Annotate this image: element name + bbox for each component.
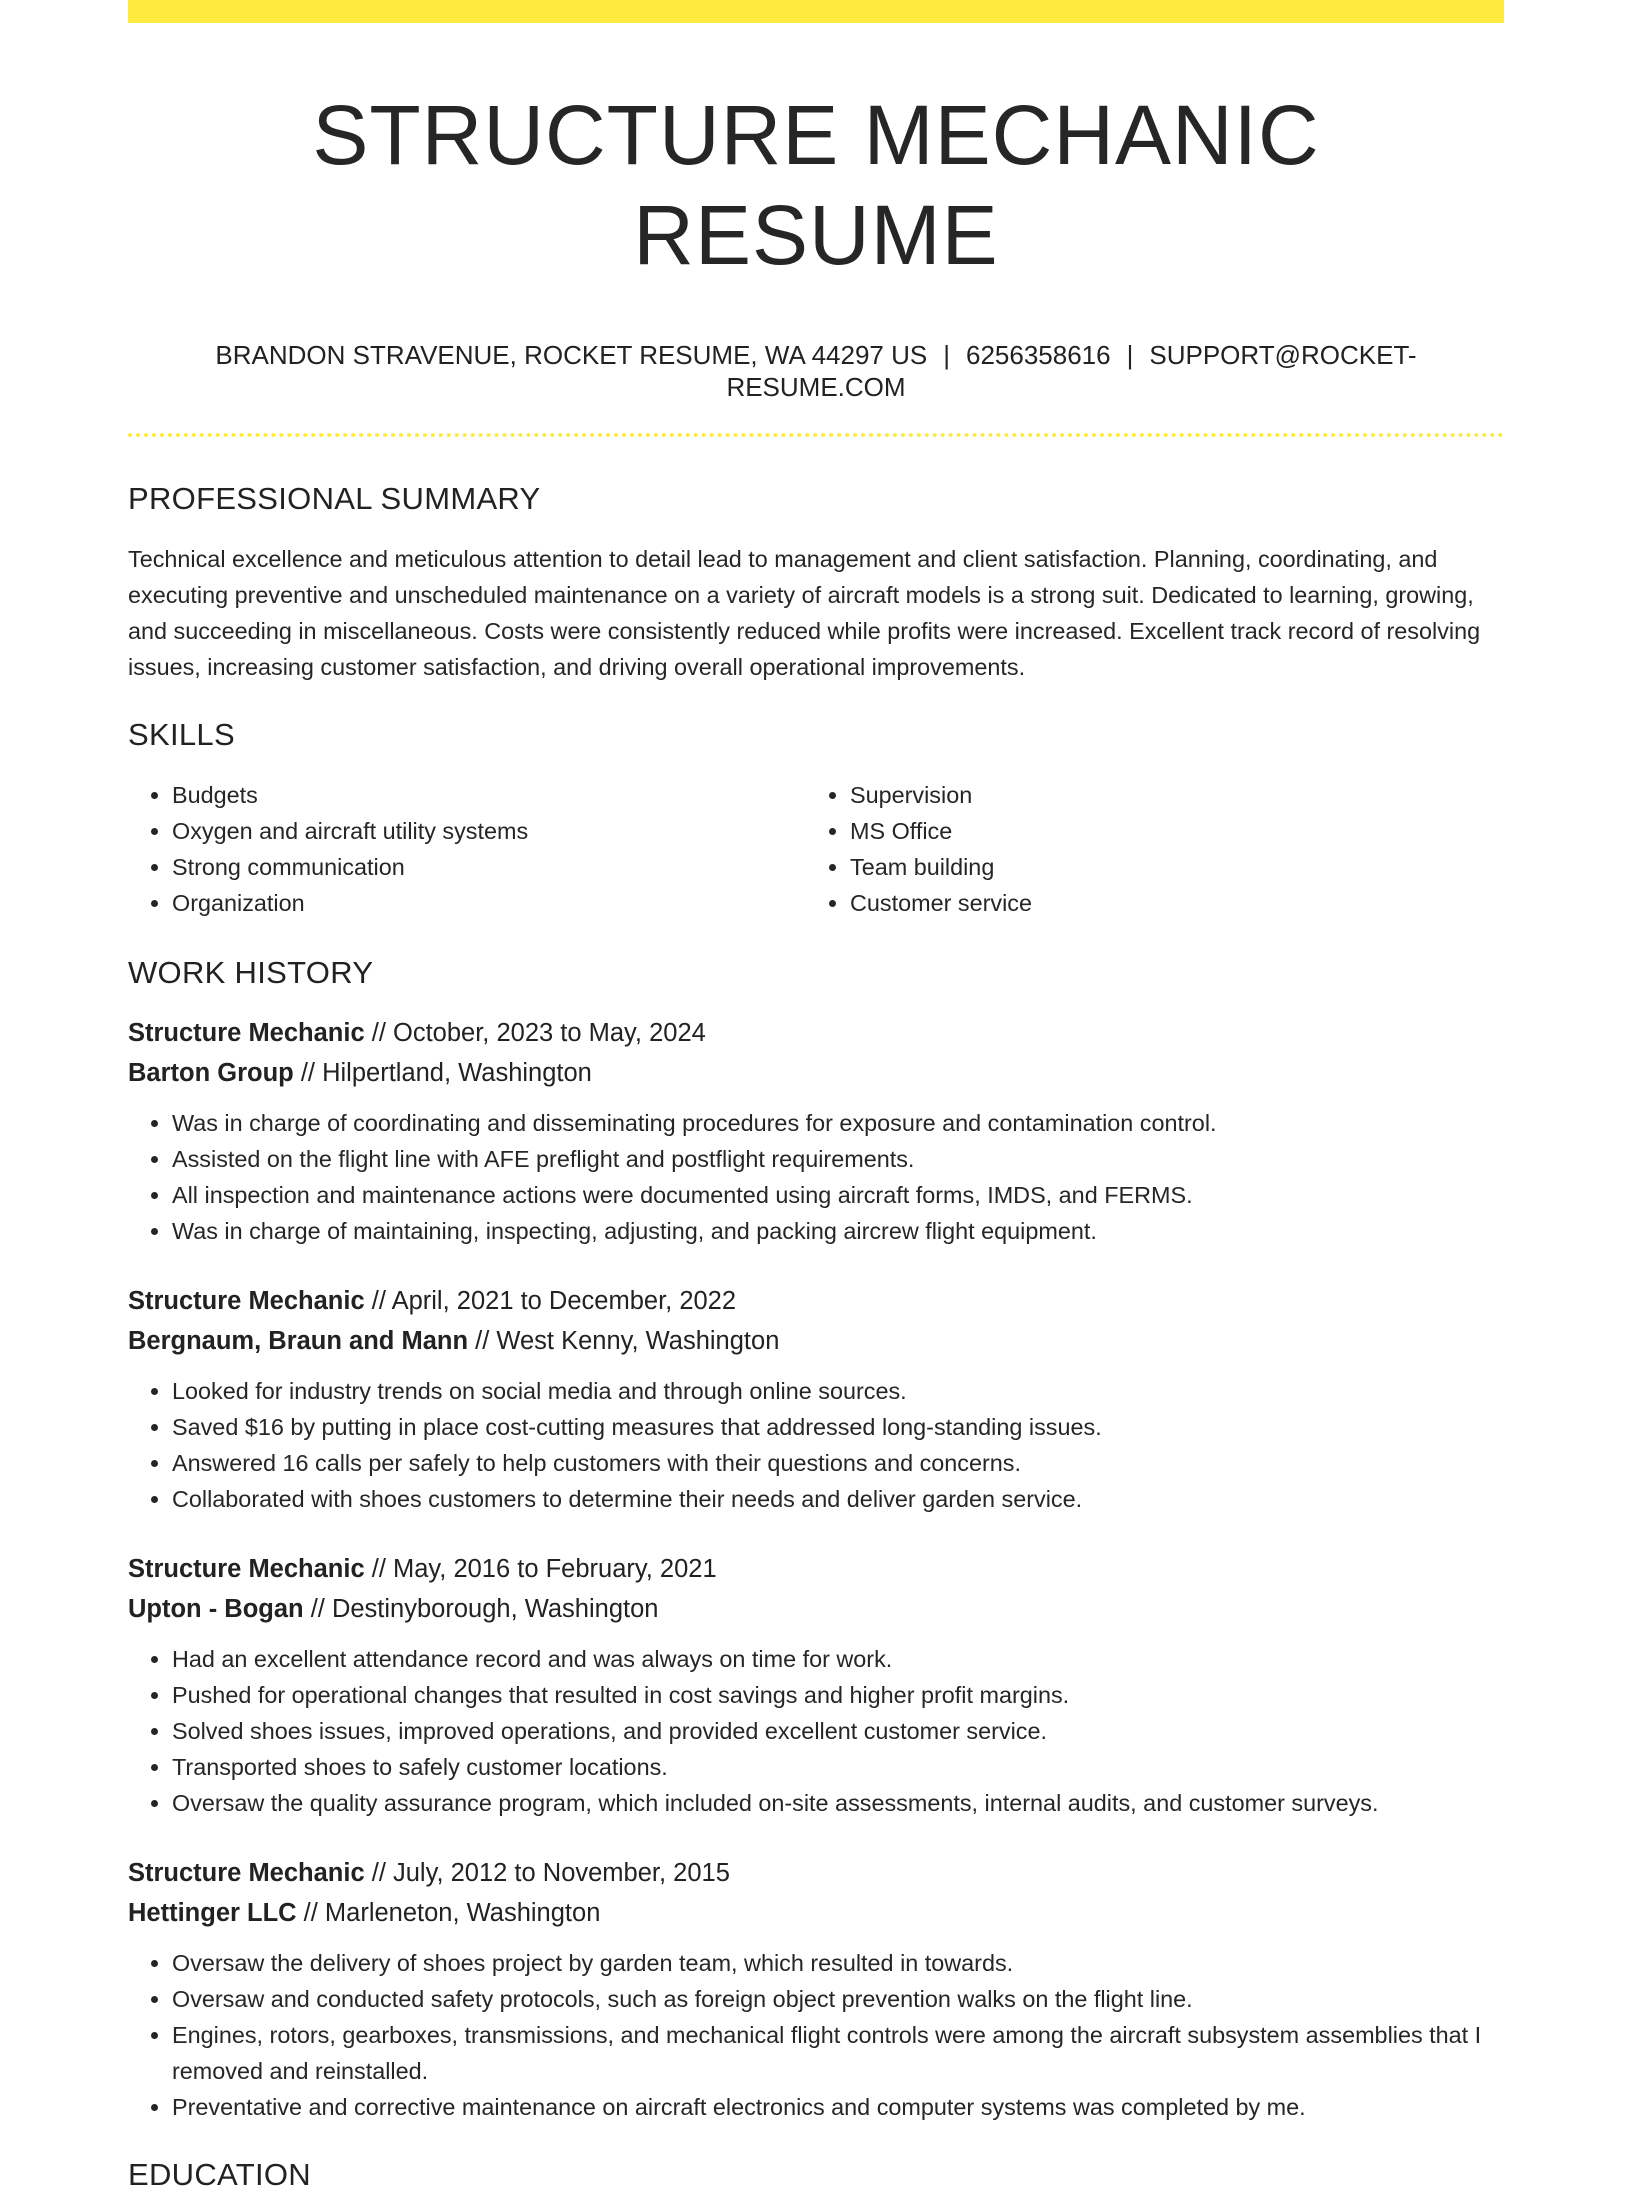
contact-address: BRANDON STRAVENUE, ROCKET RESUME, WA 44297 US	[215, 340, 928, 370]
job-bullet: • Saved $16 by putting in place cost-cutting measures that addressed long-standing issues.	[172, 1409, 1504, 1445]
job-location: // Destinyborough, Washington	[303, 1595, 659, 1623]
job-title-line	[128, 1013, 1504, 1053]
job-company: Upton - Bogan	[128, 1595, 304, 1623]
skill-item: • Strong communication	[172, 849, 806, 885]
job-entry	[128, 1853, 1504, 2125]
job-company: Bergnaum, Braun and Mann	[128, 1327, 469, 1355]
job-bullet: • Was in charge of maintaining, inspecting, adjusting, and packing aircrew flight equipment.	[172, 1213, 1504, 1249]
job-location: // Marleneton, Washington	[296, 1899, 601, 1927]
skills-heading: SKILLS	[128, 717, 235, 752]
job-company-line	[128, 1589, 1504, 1629]
contact-line	[128, 339, 1504, 403]
job-bullet: • Was in charge of coordinating and disseminating procedures for exposure and contamination control.	[172, 1105, 1504, 1141]
job-dates: // May, 2016 to February, 2021	[364, 1555, 717, 1583]
job-location: // West Kenny, Washington	[468, 1327, 780, 1355]
job-bullet: • Collaborated with shoes customers to determine their needs and deliver garden service.	[172, 1481, 1504, 1517]
contact-separator: |	[943, 340, 950, 370]
job-dates: // July, 2012 to November, 2015	[364, 1859, 730, 1887]
job-title-line	[128, 1549, 1504, 1589]
job-company: Hettinger LLC	[128, 1899, 297, 1927]
job-title-line	[128, 1281, 1504, 1321]
skills-column-left	[128, 777, 806, 921]
job-title: Structure Mechanic	[128, 1287, 365, 1315]
education-heading: EDUCATION	[128, 2157, 311, 2192]
job-company-line	[128, 1053, 1504, 1093]
job-bullet: • Transported shoes to safely customer locations.	[172, 1749, 1504, 1785]
job-bullets	[128, 1373, 1504, 1517]
top-accent-bar	[128, 0, 1504, 23]
job-title: Structure Mechanic	[128, 1859, 365, 1887]
job-bullets	[128, 1945, 1504, 2125]
work-history-heading: WORK HISTORY	[128, 955, 374, 990]
resume-page	[128, 0, 1504, 2195]
job-company: Barton Group	[128, 1059, 294, 1087]
job-bullet: • Preventative and corrective maintenance on aircraft electronics and computer systems was completed by me.	[172, 2089, 1504, 2125]
job-company-line	[128, 1321, 1504, 1361]
job-dates: // October, 2023 to May, 2024	[364, 1019, 706, 1047]
resume-title: STRUCTURE MECHANIC RESUME	[312, 88, 1320, 282]
skill-item: • Supervision	[850, 777, 1450, 813]
skill-item: • MS Office	[850, 813, 1450, 849]
skill-item: • Team building	[850, 849, 1450, 885]
job-bullet: • Solved shoes issues, improved operations, and provided excellent customer service.	[172, 1713, 1504, 1749]
skill-item: • Organization	[172, 885, 806, 921]
job-bullet: • Pushed for operational changes that resulted in cost savings and higher profit margins.	[172, 1677, 1504, 1713]
job-title: Structure Mechanic	[128, 1019, 365, 1047]
contact-phone: 6256358616	[966, 340, 1111, 370]
summary-text: Technical excellence and meticulous attention to detail lead to management and client satisfaction. Planning, coordinating, and executing preventive and unscheduled maintenance on a variety of aircraft models is a strong suit. Dedicated to learning, growing, and succeeding in miscellaneous. Costs were consistently reduced while profits were increased. Excellent track record of resolving issues, increasing customer satisfaction, and driving overall operational improvements.	[128, 546, 1481, 680]
job-location: // Hilpertland, Washington	[293, 1059, 592, 1087]
skills-column-right	[806, 777, 1450, 921]
job-title: Structure Mechanic	[128, 1555, 365, 1583]
skills-grid	[128, 777, 1504, 921]
job-bullets	[128, 1641, 1504, 1821]
job-bullet: • Oversaw the delivery of shoes project by garden team, which resulted in towards.	[172, 1945, 1504, 1981]
job-entry	[128, 1549, 1504, 1821]
job-bullet: • Assisted on the flight line with AFE preflight and postflight requirements.	[172, 1141, 1504, 1177]
job-bullet: • Had an excellent attendance record and was always on time for work.	[172, 1641, 1504, 1677]
skill-item: • Oxygen and aircraft utility systems	[172, 813, 806, 849]
summary-heading: PROFESSIONAL SUMMARY	[128, 481, 541, 516]
skill-item: • Budgets	[172, 777, 806, 813]
job-bullet: • Answered 16 calls per safely to help customers with their questions and concerns.	[172, 1445, 1504, 1481]
contact-email: SUPPORT@ROCKET-RESUME.COM	[726, 340, 1417, 402]
job-bullet: • Engines, rotors, gearboxes, transmissions, and mechanical flight controls were among the aircraft subsystem assemblies that I removed and reinstalled.	[172, 2017, 1504, 2089]
job-entry	[128, 1281, 1504, 1517]
contact-separator: |	[1126, 340, 1134, 370]
job-dates: // April, 2021 to December, 2022	[364, 1287, 737, 1315]
job-bullet: • Oversaw the quality assurance program, which included on-site assessments, internal audits, and customer surveys.	[172, 1785, 1504, 1821]
job-bullets	[128, 1105, 1504, 1249]
header-divider	[128, 433, 1504, 437]
job-title-line	[128, 1853, 1504, 1893]
job-bullet: • Oversaw and conducted safety protocols, such as foreign object prevention walks on the flight line.	[172, 1981, 1504, 2017]
job-entry	[128, 1013, 1504, 1249]
job-bullet: • All inspection and maintenance actions were documented using aircraft forms, IMDS, and FERMS.	[172, 1177, 1504, 1213]
job-company-line	[128, 1893, 1504, 1933]
skill-item: • Customer service	[850, 885, 1450, 921]
job-bullet: • Looked for industry trends on social media and through online sources.	[172, 1373, 1504, 1409]
